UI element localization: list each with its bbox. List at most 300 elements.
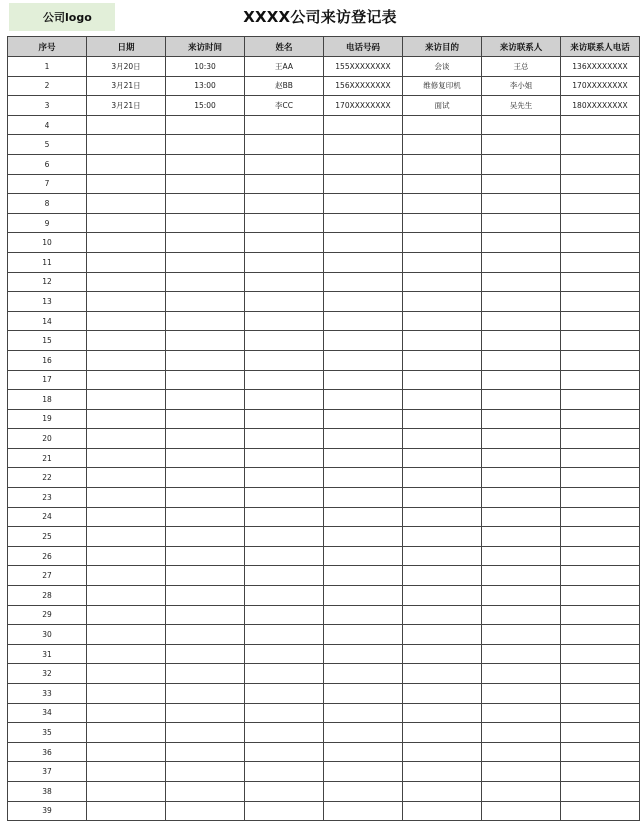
cell-contact-phone[interactable]: [561, 252, 640, 272]
cell-contact-phone[interactable]: [561, 507, 640, 527]
cell-index[interactable]: 31: [8, 644, 87, 664]
cell-purpose[interactable]: [403, 684, 482, 704]
cell-contact[interactable]: [482, 233, 561, 253]
cell-index[interactable]: 10: [8, 233, 87, 253]
cell-contact-phone[interactable]: [561, 527, 640, 547]
cell-phone[interactable]: 155XXXXXXXX: [324, 57, 403, 77]
cell-phone[interactable]: [324, 488, 403, 508]
cell-phone[interactable]: [324, 801, 403, 821]
cell-index[interactable]: 2: [8, 76, 87, 96]
cell-index[interactable]: 4: [8, 115, 87, 135]
cell-name[interactable]: [245, 703, 324, 723]
cell-contact[interactable]: [482, 625, 561, 645]
cell-contact[interactable]: [482, 448, 561, 468]
cell-purpose[interactable]: [403, 586, 482, 606]
cell-phone[interactable]: [324, 154, 403, 174]
cell-visit-time[interactable]: [166, 468, 245, 488]
cell-name[interactable]: [245, 781, 324, 801]
cell-contact-phone[interactable]: [561, 311, 640, 331]
cell-visit-time[interactable]: [166, 194, 245, 214]
cell-date[interactable]: [87, 703, 166, 723]
cell-phone[interactable]: [324, 409, 403, 429]
cell-contact[interactable]: 李小姐: [482, 76, 561, 96]
cell-visit-time[interactable]: [166, 527, 245, 547]
cell-date[interactable]: [87, 684, 166, 704]
cell-contact-phone[interactable]: [561, 566, 640, 586]
cell-purpose[interactable]: [403, 605, 482, 625]
cell-date[interactable]: [87, 252, 166, 272]
cell-name[interactable]: [245, 605, 324, 625]
cell-phone[interactable]: [324, 586, 403, 606]
cell-contact-phone[interactable]: [561, 762, 640, 782]
cell-contact-phone[interactable]: [561, 625, 640, 645]
cell-contact[interactable]: [482, 390, 561, 410]
cell-index[interactable]: 36: [8, 742, 87, 762]
cell-phone[interactable]: [324, 370, 403, 390]
cell-contact-phone[interactable]: [561, 546, 640, 566]
cell-contact[interactable]: [482, 801, 561, 821]
cell-visit-time[interactable]: 15:00: [166, 96, 245, 116]
cell-contact[interactable]: [482, 566, 561, 586]
cell-name[interactable]: [245, 586, 324, 606]
cell-name[interactable]: [245, 684, 324, 704]
cell-purpose[interactable]: [403, 781, 482, 801]
cell-phone[interactable]: [324, 625, 403, 645]
cell-visit-time[interactable]: 13:00: [166, 76, 245, 96]
cell-purpose[interactable]: [403, 272, 482, 292]
cell-index[interactable]: 24: [8, 507, 87, 527]
cell-date[interactable]: [87, 605, 166, 625]
cell-purpose[interactable]: [403, 350, 482, 370]
cell-name[interactable]: [245, 644, 324, 664]
cell-phone[interactable]: [324, 742, 403, 762]
cell-date[interactable]: 3月21日: [87, 76, 166, 96]
cell-name[interactable]: [245, 252, 324, 272]
cell-visit-time[interactable]: [166, 684, 245, 704]
cell-index[interactable]: 27: [8, 566, 87, 586]
cell-phone[interactable]: [324, 311, 403, 331]
cell-date[interactable]: [87, 488, 166, 508]
cell-date[interactable]: [87, 311, 166, 331]
cell-phone[interactable]: [324, 703, 403, 723]
cell-date[interactable]: [87, 527, 166, 547]
cell-contact-phone[interactable]: [561, 448, 640, 468]
cell-contact-phone[interactable]: [561, 331, 640, 351]
cell-name[interactable]: [245, 135, 324, 155]
cell-visit-time[interactable]: [166, 703, 245, 723]
cell-contact-phone[interactable]: [561, 801, 640, 821]
cell-contact[interactable]: [482, 684, 561, 704]
cell-contact-phone[interactable]: [561, 684, 640, 704]
cell-name[interactable]: [245, 292, 324, 312]
cell-contact-phone[interactable]: [561, 174, 640, 194]
cell-name[interactable]: [245, 233, 324, 253]
cell-purpose[interactable]: [403, 233, 482, 253]
cell-contact-phone[interactable]: 170XXXXXXXX: [561, 76, 640, 96]
cell-phone[interactable]: [324, 468, 403, 488]
cell-phone[interactable]: [324, 115, 403, 135]
cell-contact-phone[interactable]: [561, 664, 640, 684]
cell-name[interactable]: 赵BB: [245, 76, 324, 96]
cell-phone[interactable]: [324, 781, 403, 801]
cell-contact-phone[interactable]: [561, 213, 640, 233]
cell-name[interactable]: [245, 370, 324, 390]
cell-contact[interactable]: [482, 115, 561, 135]
cell-visit-time[interactable]: [166, 586, 245, 606]
cell-purpose[interactable]: [403, 507, 482, 527]
cell-name[interactable]: [245, 115, 324, 135]
cell-name[interactable]: [245, 664, 324, 684]
cell-purpose[interactable]: 维修复印机: [403, 76, 482, 96]
cell-name[interactable]: [245, 311, 324, 331]
cell-name[interactable]: [245, 448, 324, 468]
cell-index[interactable]: 13: [8, 292, 87, 312]
cell-contact[interactable]: [482, 429, 561, 449]
cell-contact[interactable]: [482, 370, 561, 390]
cell-phone[interactable]: [324, 507, 403, 527]
cell-index[interactable]: 39: [8, 801, 87, 821]
cell-visit-time[interactable]: [166, 644, 245, 664]
cell-index[interactable]: 8: [8, 194, 87, 214]
cell-contact-phone[interactable]: [561, 370, 640, 390]
cell-visit-time[interactable]: [166, 781, 245, 801]
cell-phone[interactable]: [324, 644, 403, 664]
cell-visit-time[interactable]: [166, 566, 245, 586]
cell-index[interactable]: 33: [8, 684, 87, 704]
cell-visit-time[interactable]: [166, 390, 245, 410]
cell-phone[interactable]: [324, 174, 403, 194]
cell-contact[interactable]: 王总: [482, 57, 561, 77]
cell-index[interactable]: 29: [8, 605, 87, 625]
cell-name[interactable]: [245, 488, 324, 508]
cell-name[interactable]: [245, 272, 324, 292]
cell-date[interactable]: [87, 350, 166, 370]
cell-phone[interactable]: [324, 684, 403, 704]
cell-visit-time[interactable]: [166, 233, 245, 253]
cell-visit-time[interactable]: 10:30: [166, 57, 245, 77]
cell-date[interactable]: [87, 644, 166, 664]
cell-purpose[interactable]: [403, 566, 482, 586]
cell-contact[interactable]: [482, 664, 561, 684]
cell-phone[interactable]: [324, 252, 403, 272]
cell-phone[interactable]: [324, 194, 403, 214]
cell-date[interactable]: [87, 742, 166, 762]
cell-contact-phone[interactable]: [561, 742, 640, 762]
cell-phone[interactable]: [324, 546, 403, 566]
cell-contact[interactable]: [482, 292, 561, 312]
cell-date[interactable]: [87, 272, 166, 292]
cell-index[interactable]: 16: [8, 350, 87, 370]
cell-contact[interactable]: [482, 154, 561, 174]
cell-contact[interactable]: [482, 703, 561, 723]
cell-contact[interactable]: [482, 174, 561, 194]
cell-phone[interactable]: [324, 135, 403, 155]
cell-date[interactable]: [87, 723, 166, 743]
cell-phone[interactable]: [324, 448, 403, 468]
cell-visit-time[interactable]: [166, 272, 245, 292]
cell-contact[interactable]: [482, 742, 561, 762]
cell-purpose[interactable]: [403, 527, 482, 547]
cell-contact[interactable]: [482, 252, 561, 272]
cell-visit-time[interactable]: [166, 429, 245, 449]
cell-purpose[interactable]: [403, 135, 482, 155]
cell-phone[interactable]: [324, 213, 403, 233]
cell-contact-phone[interactable]: [561, 644, 640, 664]
cell-visit-time[interactable]: [166, 605, 245, 625]
cell-date[interactable]: [87, 409, 166, 429]
cell-purpose[interactable]: [403, 762, 482, 782]
cell-purpose[interactable]: [403, 468, 482, 488]
cell-contact-phone[interactable]: [561, 409, 640, 429]
cell-index[interactable]: 15: [8, 331, 87, 351]
cell-contact[interactable]: [482, 350, 561, 370]
cell-contact-phone[interactable]: 136XXXXXXXX: [561, 57, 640, 77]
cell-date[interactable]: [87, 762, 166, 782]
cell-contact[interactable]: [482, 194, 561, 214]
cell-index[interactable]: 20: [8, 429, 87, 449]
cell-purpose[interactable]: [403, 292, 482, 312]
cell-contact[interactable]: [482, 331, 561, 351]
cell-name[interactable]: [245, 507, 324, 527]
cell-purpose[interactable]: [403, 723, 482, 743]
cell-name[interactable]: [245, 350, 324, 370]
cell-purpose[interactable]: [403, 370, 482, 390]
cell-visit-time[interactable]: [166, 292, 245, 312]
cell-date[interactable]: 3月20日: [87, 57, 166, 77]
cell-name[interactable]: [245, 409, 324, 429]
cell-index[interactable]: 26: [8, 546, 87, 566]
cell-visit-time[interactable]: [166, 762, 245, 782]
cell-purpose[interactable]: [403, 252, 482, 272]
cell-index[interactable]: 18: [8, 390, 87, 410]
cell-contact-phone[interactable]: [561, 586, 640, 606]
cell-purpose[interactable]: [403, 311, 482, 331]
cell-visit-time[interactable]: [166, 664, 245, 684]
cell-contact[interactable]: [482, 605, 561, 625]
cell-index[interactable]: 19: [8, 409, 87, 429]
cell-purpose[interactable]: [403, 625, 482, 645]
cell-purpose[interactable]: [403, 331, 482, 351]
cell-phone[interactable]: [324, 664, 403, 684]
cell-name[interactable]: [245, 762, 324, 782]
cell-date[interactable]: [87, 664, 166, 684]
cell-contact-phone[interactable]: [561, 488, 640, 508]
cell-contact-phone[interactable]: [561, 135, 640, 155]
cell-visit-time[interactable]: [166, 448, 245, 468]
cell-date[interactable]: [87, 507, 166, 527]
cell-date[interactable]: [87, 370, 166, 390]
cell-purpose[interactable]: 会谈: [403, 57, 482, 77]
cell-index[interactable]: 38: [8, 781, 87, 801]
cell-contact-phone[interactable]: [561, 781, 640, 801]
cell-date[interactable]: [87, 174, 166, 194]
cell-date[interactable]: [87, 194, 166, 214]
cell-phone[interactable]: 156XXXXXXXX: [324, 76, 403, 96]
cell-phone[interactable]: [324, 762, 403, 782]
cell-name[interactable]: [245, 723, 324, 743]
cell-contact[interactable]: [482, 272, 561, 292]
cell-date[interactable]: [87, 429, 166, 449]
cell-name[interactable]: [245, 742, 324, 762]
cell-index[interactable]: 17: [8, 370, 87, 390]
cell-name[interactable]: [245, 174, 324, 194]
cell-contact-phone[interactable]: [561, 468, 640, 488]
cell-purpose[interactable]: [403, 644, 482, 664]
cell-phone[interactable]: [324, 566, 403, 586]
cell-name[interactable]: [245, 546, 324, 566]
cell-contact[interactable]: [482, 762, 561, 782]
cell-index[interactable]: 37: [8, 762, 87, 782]
cell-date[interactable]: [87, 566, 166, 586]
cell-visit-time[interactable]: [166, 742, 245, 762]
cell-name[interactable]: [245, 429, 324, 449]
cell-contact[interactable]: [482, 723, 561, 743]
cell-contact[interactable]: [482, 409, 561, 429]
cell-index[interactable]: 5: [8, 135, 87, 155]
cell-date[interactable]: [87, 154, 166, 174]
cell-contact-phone[interactable]: [561, 292, 640, 312]
cell-purpose[interactable]: [403, 546, 482, 566]
cell-purpose[interactable]: [403, 703, 482, 723]
cell-visit-time[interactable]: [166, 350, 245, 370]
cell-contact[interactable]: [482, 488, 561, 508]
cell-visit-time[interactable]: [166, 546, 245, 566]
cell-index[interactable]: 34: [8, 703, 87, 723]
cell-purpose[interactable]: [403, 801, 482, 821]
cell-index[interactable]: 11: [8, 252, 87, 272]
cell-purpose[interactable]: [403, 409, 482, 429]
cell-date[interactable]: [87, 135, 166, 155]
cell-index[interactable]: 25: [8, 527, 87, 547]
cell-contact[interactable]: [482, 468, 561, 488]
cell-phone[interactable]: [324, 331, 403, 351]
cell-visit-time[interactable]: [166, 135, 245, 155]
cell-phone[interactable]: 170XXXXXXXX: [324, 96, 403, 116]
cell-contact-phone[interactable]: [561, 233, 640, 253]
cell-name[interactable]: 王AA: [245, 57, 324, 77]
cell-date[interactable]: [87, 468, 166, 488]
cell-date[interactable]: 3月21日: [87, 96, 166, 116]
cell-index[interactable]: 21: [8, 448, 87, 468]
cell-purpose[interactable]: [403, 488, 482, 508]
cell-date[interactable]: [87, 625, 166, 645]
cell-index[interactable]: 6: [8, 154, 87, 174]
cell-name[interactable]: [245, 625, 324, 645]
cell-purpose[interactable]: [403, 213, 482, 233]
cell-contact-phone[interactable]: [561, 115, 640, 135]
cell-visit-time[interactable]: [166, 488, 245, 508]
cell-name[interactable]: [245, 194, 324, 214]
cell-purpose[interactable]: [403, 664, 482, 684]
cell-purpose[interactable]: [403, 390, 482, 410]
cell-phone[interactable]: [324, 350, 403, 370]
cell-date[interactable]: [87, 292, 166, 312]
cell-contact-phone[interactable]: [561, 723, 640, 743]
cell-contact[interactable]: [482, 586, 561, 606]
cell-date[interactable]: [87, 781, 166, 801]
cell-phone[interactable]: [324, 233, 403, 253]
cell-purpose[interactable]: [403, 174, 482, 194]
cell-name[interactable]: [245, 468, 324, 488]
cell-name[interactable]: [245, 331, 324, 351]
cell-date[interactable]: [87, 213, 166, 233]
cell-purpose[interactable]: [403, 194, 482, 214]
cell-phone[interactable]: [324, 272, 403, 292]
cell-visit-time[interactable]: [166, 174, 245, 194]
cell-phone[interactable]: [324, 390, 403, 410]
cell-visit-time[interactable]: [166, 213, 245, 233]
cell-visit-time[interactable]: [166, 331, 245, 351]
cell-name[interactable]: [245, 154, 324, 174]
cell-purpose[interactable]: 面试: [403, 96, 482, 116]
cell-visit-time[interactable]: [166, 625, 245, 645]
cell-purpose[interactable]: [403, 448, 482, 468]
cell-index[interactable]: 12: [8, 272, 87, 292]
cell-contact[interactable]: 吴先生: [482, 96, 561, 116]
cell-contact-phone[interactable]: [561, 605, 640, 625]
cell-purpose[interactable]: [403, 429, 482, 449]
cell-phone[interactable]: [324, 292, 403, 312]
cell-index[interactable]: 35: [8, 723, 87, 743]
cell-index[interactable]: 1: [8, 57, 87, 77]
cell-index[interactable]: 3: [8, 96, 87, 116]
cell-contact[interactable]: [482, 213, 561, 233]
cell-visit-time[interactable]: [166, 370, 245, 390]
cell-index[interactable]: 23: [8, 488, 87, 508]
cell-name[interactable]: [245, 801, 324, 821]
cell-phone[interactable]: [324, 723, 403, 743]
cell-purpose[interactable]: [403, 115, 482, 135]
cell-contact-phone[interactable]: [561, 390, 640, 410]
cell-visit-time[interactable]: [166, 252, 245, 272]
cell-name[interactable]: [245, 566, 324, 586]
cell-contact[interactable]: [482, 507, 561, 527]
cell-date[interactable]: [87, 801, 166, 821]
cell-visit-time[interactable]: [166, 115, 245, 135]
cell-index[interactable]: 22: [8, 468, 87, 488]
cell-index[interactable]: 32: [8, 664, 87, 684]
cell-contact-phone[interactable]: [561, 154, 640, 174]
cell-contact[interactable]: [482, 527, 561, 547]
cell-contact[interactable]: [482, 644, 561, 664]
cell-purpose[interactable]: [403, 154, 482, 174]
cell-contact-phone[interactable]: [561, 703, 640, 723]
cell-visit-time[interactable]: [166, 409, 245, 429]
cell-contact-phone[interactable]: [561, 350, 640, 370]
cell-visit-time[interactable]: [166, 723, 245, 743]
cell-name[interactable]: [245, 527, 324, 547]
cell-phone[interactable]: [324, 429, 403, 449]
cell-date[interactable]: [87, 448, 166, 468]
cell-date[interactable]: [87, 586, 166, 606]
cell-visit-time[interactable]: [166, 801, 245, 821]
cell-purpose[interactable]: [403, 742, 482, 762]
cell-contact-phone[interactable]: [561, 272, 640, 292]
cell-phone[interactable]: [324, 605, 403, 625]
cell-contact-phone[interactable]: 180XXXXXXXX: [561, 96, 640, 116]
cell-date[interactable]: [87, 233, 166, 253]
cell-phone[interactable]: [324, 527, 403, 547]
cell-visit-time[interactable]: [166, 311, 245, 331]
cell-contact-phone[interactable]: [561, 194, 640, 214]
cell-index[interactable]: 28: [8, 586, 87, 606]
cell-index[interactable]: 30: [8, 625, 87, 645]
cell-name[interactable]: [245, 213, 324, 233]
cell-index[interactable]: 14: [8, 311, 87, 331]
cell-contact[interactable]: [482, 135, 561, 155]
cell-contact[interactable]: [482, 781, 561, 801]
cell-visit-time[interactable]: [166, 507, 245, 527]
